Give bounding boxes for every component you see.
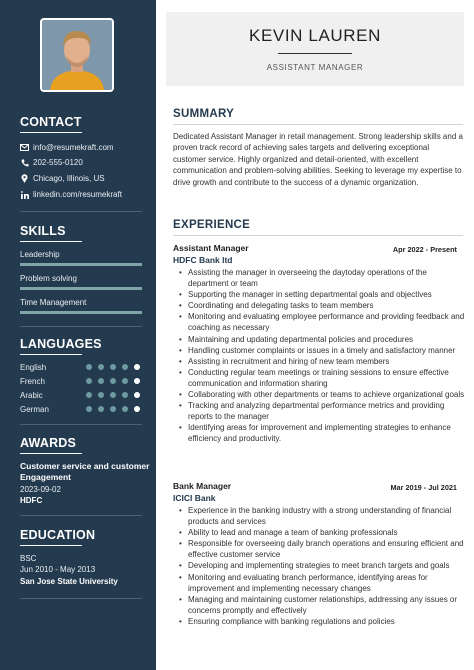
- education-divider: [20, 598, 142, 599]
- contact-email[interactable]: [20, 143, 114, 152]
- language-name: French: [20, 377, 45, 386]
- job-bullet: • Handling customer complaints or issues in a timely and satisfactory manner: [179, 345, 465, 356]
- skill-label-time-management: Time Management: [20, 298, 87, 307]
- language-dot-filled: [86, 406, 92, 412]
- envelope-icon: [20, 143, 29, 152]
- job-bullet: • Experience in the banking industry with a strong understanding of financial products and services: [179, 505, 465, 527]
- language-dot-filled: [86, 364, 92, 370]
- language-row-arabic: [20, 391, 142, 401]
- job-bullet: • Conducting regular team meetings or training sessions to ensure effective communication and information sharing: [179, 367, 465, 389]
- skills-divider: [20, 326, 142, 327]
- languages-divider: [20, 424, 142, 425]
- name-underline: [278, 53, 352, 54]
- job-bullet: • Collaborating with other departments or teams to achieve organizational goals: [179, 389, 465, 400]
- contact-heading: CONTACT: [20, 115, 82, 129]
- skill-bar-fill: [20, 263, 142, 266]
- job-bullet: • Assisting the manager in overseeing the daytoday operations of the department or team: [179, 267, 465, 289]
- job-company: HDFC Bank ltd: [173, 255, 233, 265]
- language-dot-filled: [98, 406, 104, 412]
- awards-divider: [20, 515, 142, 516]
- skill-bar-fill: [20, 311, 142, 314]
- language-dot-filled: [98, 378, 104, 384]
- summary-heading: SUMMARY: [173, 108, 235, 120]
- skill-bar-fill: [20, 287, 142, 290]
- candidate-name: KEVIN LAUREN: [249, 26, 381, 45]
- language-dot-filled: [122, 378, 128, 384]
- job-bullet: • Tracking and analyzing departmental performance metrics and providing reports to the manager: [179, 400, 465, 422]
- education-dates: Jun 2010 - May 2013: [20, 565, 96, 574]
- job-dates: Apr 2022 - Present: [392, 245, 457, 254]
- job-title: Bank Manager: [173, 481, 232, 491]
- profile-photo: [40, 18, 114, 92]
- language-name: English: [20, 363, 47, 372]
- languages-heading: LANGUAGES: [20, 337, 102, 351]
- language-dot-filled: [98, 364, 104, 370]
- language-row-english: [20, 363, 142, 373]
- language-dot-filled: [98, 392, 104, 398]
- language-dot-empty: [134, 378, 140, 384]
- job-bullet: • Developing and implementing strategies to meet branch targets and goals: [179, 560, 465, 571]
- skills-heading: SKILLS: [20, 224, 66, 238]
- job-bullet: • Managing and maintaining customer relationships, addressing any issues or concerns promptly and effectively: [179, 594, 465, 616]
- education-school: San Jose State University: [20, 577, 118, 586]
- job-title: Assistant Manager: [173, 243, 249, 253]
- skill-label-problem-solving: Problem solving: [20, 274, 77, 283]
- language-level-dots: [86, 378, 146, 384]
- language-name: German: [20, 405, 49, 414]
- language-dot-filled: [86, 392, 92, 398]
- job-bullet: • Supporting the manager in setting departmental goals and objectives: [179, 289, 465, 300]
- language-dot-filled: [110, 392, 116, 398]
- job-bullet: • Maintaining and updating departmental policies and procedures: [179, 334, 465, 345]
- language-row-german: [20, 405, 142, 415]
- location-pin-icon: [20, 174, 29, 183]
- contact-linkedin-text: linkedin.com/resumekraft: [33, 190, 122, 199]
- awards-heading-rule: [20, 453, 82, 454]
- contact-phone-text: 202-555-0120: [33, 158, 83, 167]
- language-dot-filled: [110, 378, 116, 384]
- education-degree: BSC: [20, 554, 37, 563]
- skill-bar-time-management: [20, 311, 142, 314]
- skill-bar-problem-solving: [20, 287, 142, 290]
- job-company: ICICI Bank: [173, 493, 216, 503]
- contact-location-text: Chicago, Illinois, US: [33, 174, 105, 183]
- phone-icon: [20, 158, 29, 167]
- job-bullet: • Assisting in recruitment and hiring of new team members: [179, 356, 465, 367]
- language-dot-filled: [122, 364, 128, 370]
- contact-divider: [20, 211, 142, 212]
- contact-linkedin[interactable]: [20, 190, 122, 199]
- language-dot-filled: [122, 406, 128, 412]
- job-bullet: • Coordinating and delegating tasks to team members: [179, 300, 465, 311]
- contact-email-text: info@resumekraft.com: [33, 143, 114, 152]
- language-level-dots: [86, 392, 146, 398]
- skill-bar-leadership: [20, 263, 142, 266]
- job-bullet: • Monitoring and evaluating employee performance and providing feedback and coaching as necessary: [179, 311, 465, 333]
- job-bullet: • Ensuring compliance with banking regulations and policies: [179, 616, 465, 627]
- language-dot-filled: [110, 406, 116, 412]
- job-bullet: • Identifying areas for improvement and implementing strategies to enhance efficiency and productivity.: [179, 422, 465, 444]
- language-dot-filled: [86, 378, 92, 384]
- job-bullet: • Responsible for overseeing daily branch operations and ensuring efficient and effective customer service: [179, 538, 465, 560]
- language-dot-empty: [134, 392, 140, 398]
- job-bullets: [179, 267, 465, 445]
- award-issuer: HDFC: [20, 496, 43, 505]
- language-dot-empty: [134, 406, 140, 412]
- language-dot-filled: [110, 364, 116, 370]
- experience-heading: EXPERIENCE: [173, 219, 251, 231]
- job-bullet: • Monitoring and evaluating branch performance, identifying areas for improvement and implementing necessary changes: [179, 572, 465, 594]
- sidebar: [0, 0, 156, 670]
- skills-heading-rule: [20, 241, 82, 242]
- contact-location: [20, 174, 105, 183]
- language-level-dots: [86, 364, 146, 370]
- job-bullets: [179, 505, 465, 627]
- candidate-title: ASSISTANT MANAGER: [266, 63, 364, 72]
- awards-heading: AWARDS: [20, 436, 77, 450]
- award-title: Customer service and customer Engagement: [20, 461, 150, 482]
- summary-text: Dedicated Assistant Manager in retail management. Strong leadership skills and a proven track record of achieving sales targets and delivering exceptional customer service. Highly organized and detail-oriented, with excellent communication and problem-solving abilities. Seeking to leverage my expertise to drive growth and contribute to the success of a dynamic organization.: [173, 132, 463, 187]
- contact-phone[interactable]: [20, 158, 83, 167]
- name-header: [166, 12, 464, 86]
- education-heading-rule: [20, 545, 82, 546]
- contact-heading-rule: [20, 132, 82, 133]
- languages-heading-rule: [20, 354, 82, 355]
- linkedin-icon: [20, 190, 29, 199]
- experience-rule: [173, 235, 463, 236]
- education-heading: EDUCATION: [20, 528, 96, 542]
- language-row-french: [20, 377, 142, 387]
- job-dates: Mar 2019 - Jul 2021: [390, 483, 457, 492]
- language-level-dots: [86, 406, 146, 412]
- language-name: Arabic: [20, 391, 43, 400]
- summary-rule: [173, 124, 463, 125]
- skill-label-leadership: Leadership: [20, 250, 60, 259]
- language-dot-filled: [122, 392, 128, 398]
- language-dot-empty: [134, 364, 140, 370]
- job-bullet: • Ability to lead and manage a team of banking professionals: [179, 527, 465, 538]
- award-date: 2023-09-02: [20, 485, 61, 494]
